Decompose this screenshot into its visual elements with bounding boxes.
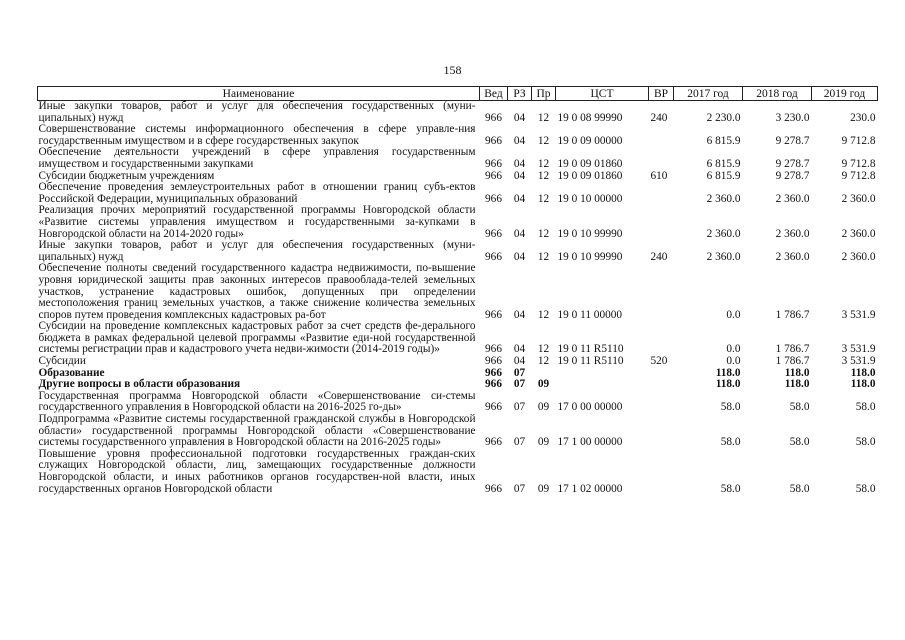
cell-2019: 58.0: [855, 436, 876, 449]
cell-vr: [649, 205, 674, 240]
cell-cst: 17 1 02 00000: [557, 482, 623, 495]
cell-cst: 19 0 10 99990: [557, 227, 623, 240]
cell-ved: 966: [485, 355, 502, 368]
cell-pr: 12: [537, 250, 550, 263]
cell-name: Реализация прочих мероприятий государственной программы Новгородской области «Развитие системы управления имуществом и государственными за-купками в Новгородской области на 2014-2020 годы»: [38, 204, 476, 240]
cell-rz: 04: [513, 250, 526, 263]
cell-rz: 04: [513, 169, 526, 182]
cell-cst: [556, 368, 649, 380]
cell-2018: 2 360.0: [775, 192, 810, 205]
cell-rz: 07: [513, 482, 526, 495]
cell-2019: 58.0: [855, 401, 876, 414]
cell-pr: 09: [537, 482, 550, 495]
cell-2018: 118.0: [784, 366, 810, 379]
cell-ved: 966: [485, 192, 502, 205]
cell-2019: 58.0: [855, 482, 876, 495]
cell-2018: 1 786.7: [775, 343, 810, 356]
cell-ved: 966: [485, 169, 502, 182]
cell-vr: [649, 368, 674, 380]
cell-2018: 58.0: [789, 436, 810, 449]
cell-2019: 230.0: [850, 111, 876, 124]
cell-rz: 04: [513, 192, 526, 205]
cell-vr: [649, 263, 674, 321]
cell-2017: 0.0: [726, 355, 741, 368]
cell-vr: 610: [650, 169, 668, 182]
cell-ved: 966: [485, 111, 502, 124]
cell-2019: 118.0: [850, 366, 876, 379]
cell-name: Государственная программа Новгородской области «Совершенствование си-стемы государственного управления в Новгородской области на 2016-2025 го-ды»: [38, 389, 476, 414]
cell-vr: [649, 414, 674, 449]
table-header-row: [38, 87, 878, 101]
table-row: [38, 124, 878, 147]
header-ved: Вед: [480, 87, 508, 101]
cell-2017: 58.0: [720, 482, 741, 495]
cell-ved: 966: [485, 227, 502, 240]
cell-rz: 07: [513, 401, 526, 414]
cell-pr: 12: [537, 355, 550, 368]
cell-pr: 12: [537, 111, 550, 124]
cell-vr: [649, 391, 674, 414]
cell-2018: 1 786.7: [775, 355, 810, 368]
cell-name: Повышение уровня профессиональной подготовки государственных граждан-ских служащих Новгородской области, лиц, замещающих государственные должности Новгородской области, и иных работников органов государствен-ной власти, иных государственных органов Новгородской области: [38, 447, 476, 495]
cell-name: Обеспечение деятельности учреждений в сфере управления государственным имуществом и государственными закупками: [38, 146, 476, 170]
cell-2017: 118.0: [715, 378, 741, 391]
cell-name: Субсидии бюджетным учреждениям: [38, 169, 215, 182]
cell-2018: 2 360.0: [775, 227, 810, 240]
cell-2017: 6 815.9: [706, 134, 741, 147]
cell-name: Иные закупки товаров, работ и услуг для обеспечения государственных (муни-ципальных) нужд: [38, 239, 476, 263]
cell-2017: 2 360.0: [706, 192, 741, 205]
cell-cst: 19 0 10 00000: [557, 192, 623, 205]
cell-pr: 09: [537, 436, 550, 449]
cell-2017: 0.0: [726, 308, 741, 321]
table-row: [38, 449, 878, 495]
page-number: 158: [443, 63, 462, 77]
cell-2019: 3 531.9: [841, 308, 876, 321]
budget-table: [37, 86, 878, 495]
cell-rz: 04: [513, 111, 526, 124]
cell-2018: 9 278.7: [775, 169, 810, 182]
cell-name: Другие вопросы в области образования: [38, 378, 241, 391]
cell-vr: [649, 124, 674, 147]
table-row: [38, 356, 878, 368]
table-row: [38, 101, 878, 125]
table-row: [38, 321, 878, 356]
cell-rz: 04: [513, 157, 526, 170]
cell-ved: 966: [485, 134, 502, 147]
cell-2017: 2 230.0: [706, 111, 741, 124]
table-body: [38, 101, 878, 496]
cell-2018: 58.0: [789, 401, 810, 414]
header-vr: ВР: [649, 87, 674, 101]
cell-vr: 520: [650, 355, 668, 368]
cell-vr: [649, 182, 674, 205]
cell-ved: 966: [485, 378, 502, 391]
cell-ved: 966: [485, 401, 502, 414]
header-2019: 2019 год: [812, 87, 878, 101]
cell-2019: 2 360.0: [841, 250, 876, 263]
cell-name: Образование: [38, 366, 105, 379]
cell-2018: 9 278.7: [775, 157, 810, 170]
cell-ved: 966: [485, 366, 502, 379]
header-rz: РЗ: [508, 87, 532, 101]
cell-2017: 0.0: [726, 343, 741, 356]
cell-2017: 58.0: [720, 401, 741, 414]
cell-2019: 2 360.0: [841, 227, 876, 240]
header-name: Наименование: [38, 87, 480, 101]
cell-rz: 04: [513, 308, 526, 321]
cell-rz: 04: [513, 343, 526, 356]
header-2017: 2017 год: [674, 87, 743, 101]
cell-cst: 19 0 08 99990: [557, 111, 623, 124]
header-pr: Пр: [532, 87, 556, 101]
cell-pr: 12: [537, 308, 550, 321]
table-row: [38, 391, 878, 414]
cell-cst: [556, 379, 649, 391]
cell-2018: 9 278.7: [775, 134, 810, 147]
table-row: [38, 263, 878, 321]
cell-ved: 966: [485, 343, 502, 356]
cell-rz: 07: [513, 436, 526, 449]
cell-cst: 19 0 11 R5110: [557, 343, 624, 356]
cell-vr: [649, 449, 674, 495]
cell-ved: 966: [485, 482, 502, 495]
cell-name: Иные закупки товаров, работ и услуг для обеспечения государственных (муни-ципальных) нужд: [38, 100, 476, 124]
cell-pr: 09: [537, 401, 550, 414]
cell-pr: 12: [537, 227, 550, 240]
cell-cst: 17 0 00 00000: [557, 401, 623, 414]
cell-2018: 1 786.7: [775, 308, 810, 321]
cell-2019: 9 712.8: [841, 169, 876, 182]
cell-vr: [649, 321, 674, 356]
cell-cst: 19 0 09 01860: [557, 169, 623, 182]
cell-rz: 07: [513, 366, 526, 379]
cell-vr: [649, 379, 674, 391]
cell-2019: 3 531.9: [841, 355, 876, 368]
cell-ved: 966: [485, 157, 502, 170]
table-row: [38, 182, 878, 205]
cell-cst: 17 1 00 00000: [557, 436, 623, 449]
header-2018: 2018 год: [743, 87, 812, 101]
table-row: [38, 240, 878, 263]
cell-pr: 09: [537, 378, 550, 391]
cell-name: Обеспечение полноты сведений государственного кадастра недвижимости, по-вышение уровня юридической защиты прав законных интересов правооблада-телей земельных участков, устранение кадастровых ошибок, допущенных при определении местоположения границ земельных участков, а также снижение количества земельных споров путем проведения комплексных кадастровых ра-бот: [38, 262, 476, 321]
cell-2017: 6 815.9: [706, 157, 741, 170]
cell-cst: 19 0 11 00000: [557, 308, 623, 321]
cell-2017: 2 360.0: [706, 250, 741, 263]
cell-2017: 2 360.0: [706, 227, 741, 240]
cell-2018: 58.0: [789, 482, 810, 495]
cell-2017: 58.0: [720, 436, 741, 449]
cell-name: Подпрограмма «Развитие системы государственной гражданской службы в Новгородской области» государственной программы Новгородской области «Совершенствование системы государственного управления в Новгородской области на 2016-2025 годы»: [38, 413, 476, 449]
cell-2019: 9 712.8: [841, 157, 876, 170]
table-row: [38, 414, 878, 449]
cell-name: Обеспечение проведения землеустроительных работ в отношении границ субъ-ектов Российской Федерации, муниципальных образований: [38, 181, 476, 205]
cell-2019: 2 360.0: [841, 192, 876, 205]
cell-rz: 04: [513, 134, 526, 147]
cell-cst: 19 0 09 00000: [557, 134, 623, 147]
cell-pr: 12: [537, 343, 550, 356]
cell-rz: 04: [513, 227, 526, 240]
cell-ved: 966: [485, 250, 502, 263]
cell-2019: 9 712.8: [841, 134, 876, 147]
cell-2018: 118.0: [784, 378, 810, 391]
cell-2018: 2 360.0: [775, 250, 810, 263]
cell-2017: 6 815.9: [706, 169, 741, 182]
cell-cst: 19 0 11 R5110: [557, 355, 624, 368]
cell-cst: 19 0 10 99990: [557, 250, 623, 263]
cell-2019: 118.0: [850, 378, 876, 391]
cell-name: Совершенствование системы информационного обеспечения в сфере управле-ния государственным имуществом и в сфере государственных закупок: [38, 123, 476, 147]
cell-rz: 07: [513, 378, 526, 391]
cell-pr: 12: [537, 157, 550, 170]
cell-rz: 04: [513, 355, 526, 368]
cell-2018: 3 230.0: [775, 111, 810, 124]
cell-2019: 3 531.9: [841, 343, 876, 356]
cell-pr: 12: [537, 169, 550, 182]
cell-name: Субсидии на проведение комплексных кадастровых работ за счет средств фе-дерального бюджета в рамках федеральной целевой программы «Развитие еди-ной государственной системы регистрации прав и кадастрового учета недви-жимости (2014-2019 годы)»: [38, 320, 476, 356]
cell-ved: 966: [485, 308, 502, 321]
header-cst: ЦСТ: [556, 87, 649, 101]
cell-cst: 19 0 09 01860: [557, 157, 623, 170]
table-row: [38, 205, 878, 240]
cell-pr: 12: [537, 192, 550, 205]
cell-2017: 118.0: [715, 366, 741, 379]
cell-pr: 12: [537, 134, 550, 147]
cell-name: Субсидии: [38, 355, 86, 368]
cell-ved: 966: [485, 436, 502, 449]
table-row: [38, 147, 878, 170]
cell-vr: 240: [650, 250, 668, 263]
cell-vr: 240: [650, 111, 668, 124]
cell-vr: [649, 147, 674, 170]
